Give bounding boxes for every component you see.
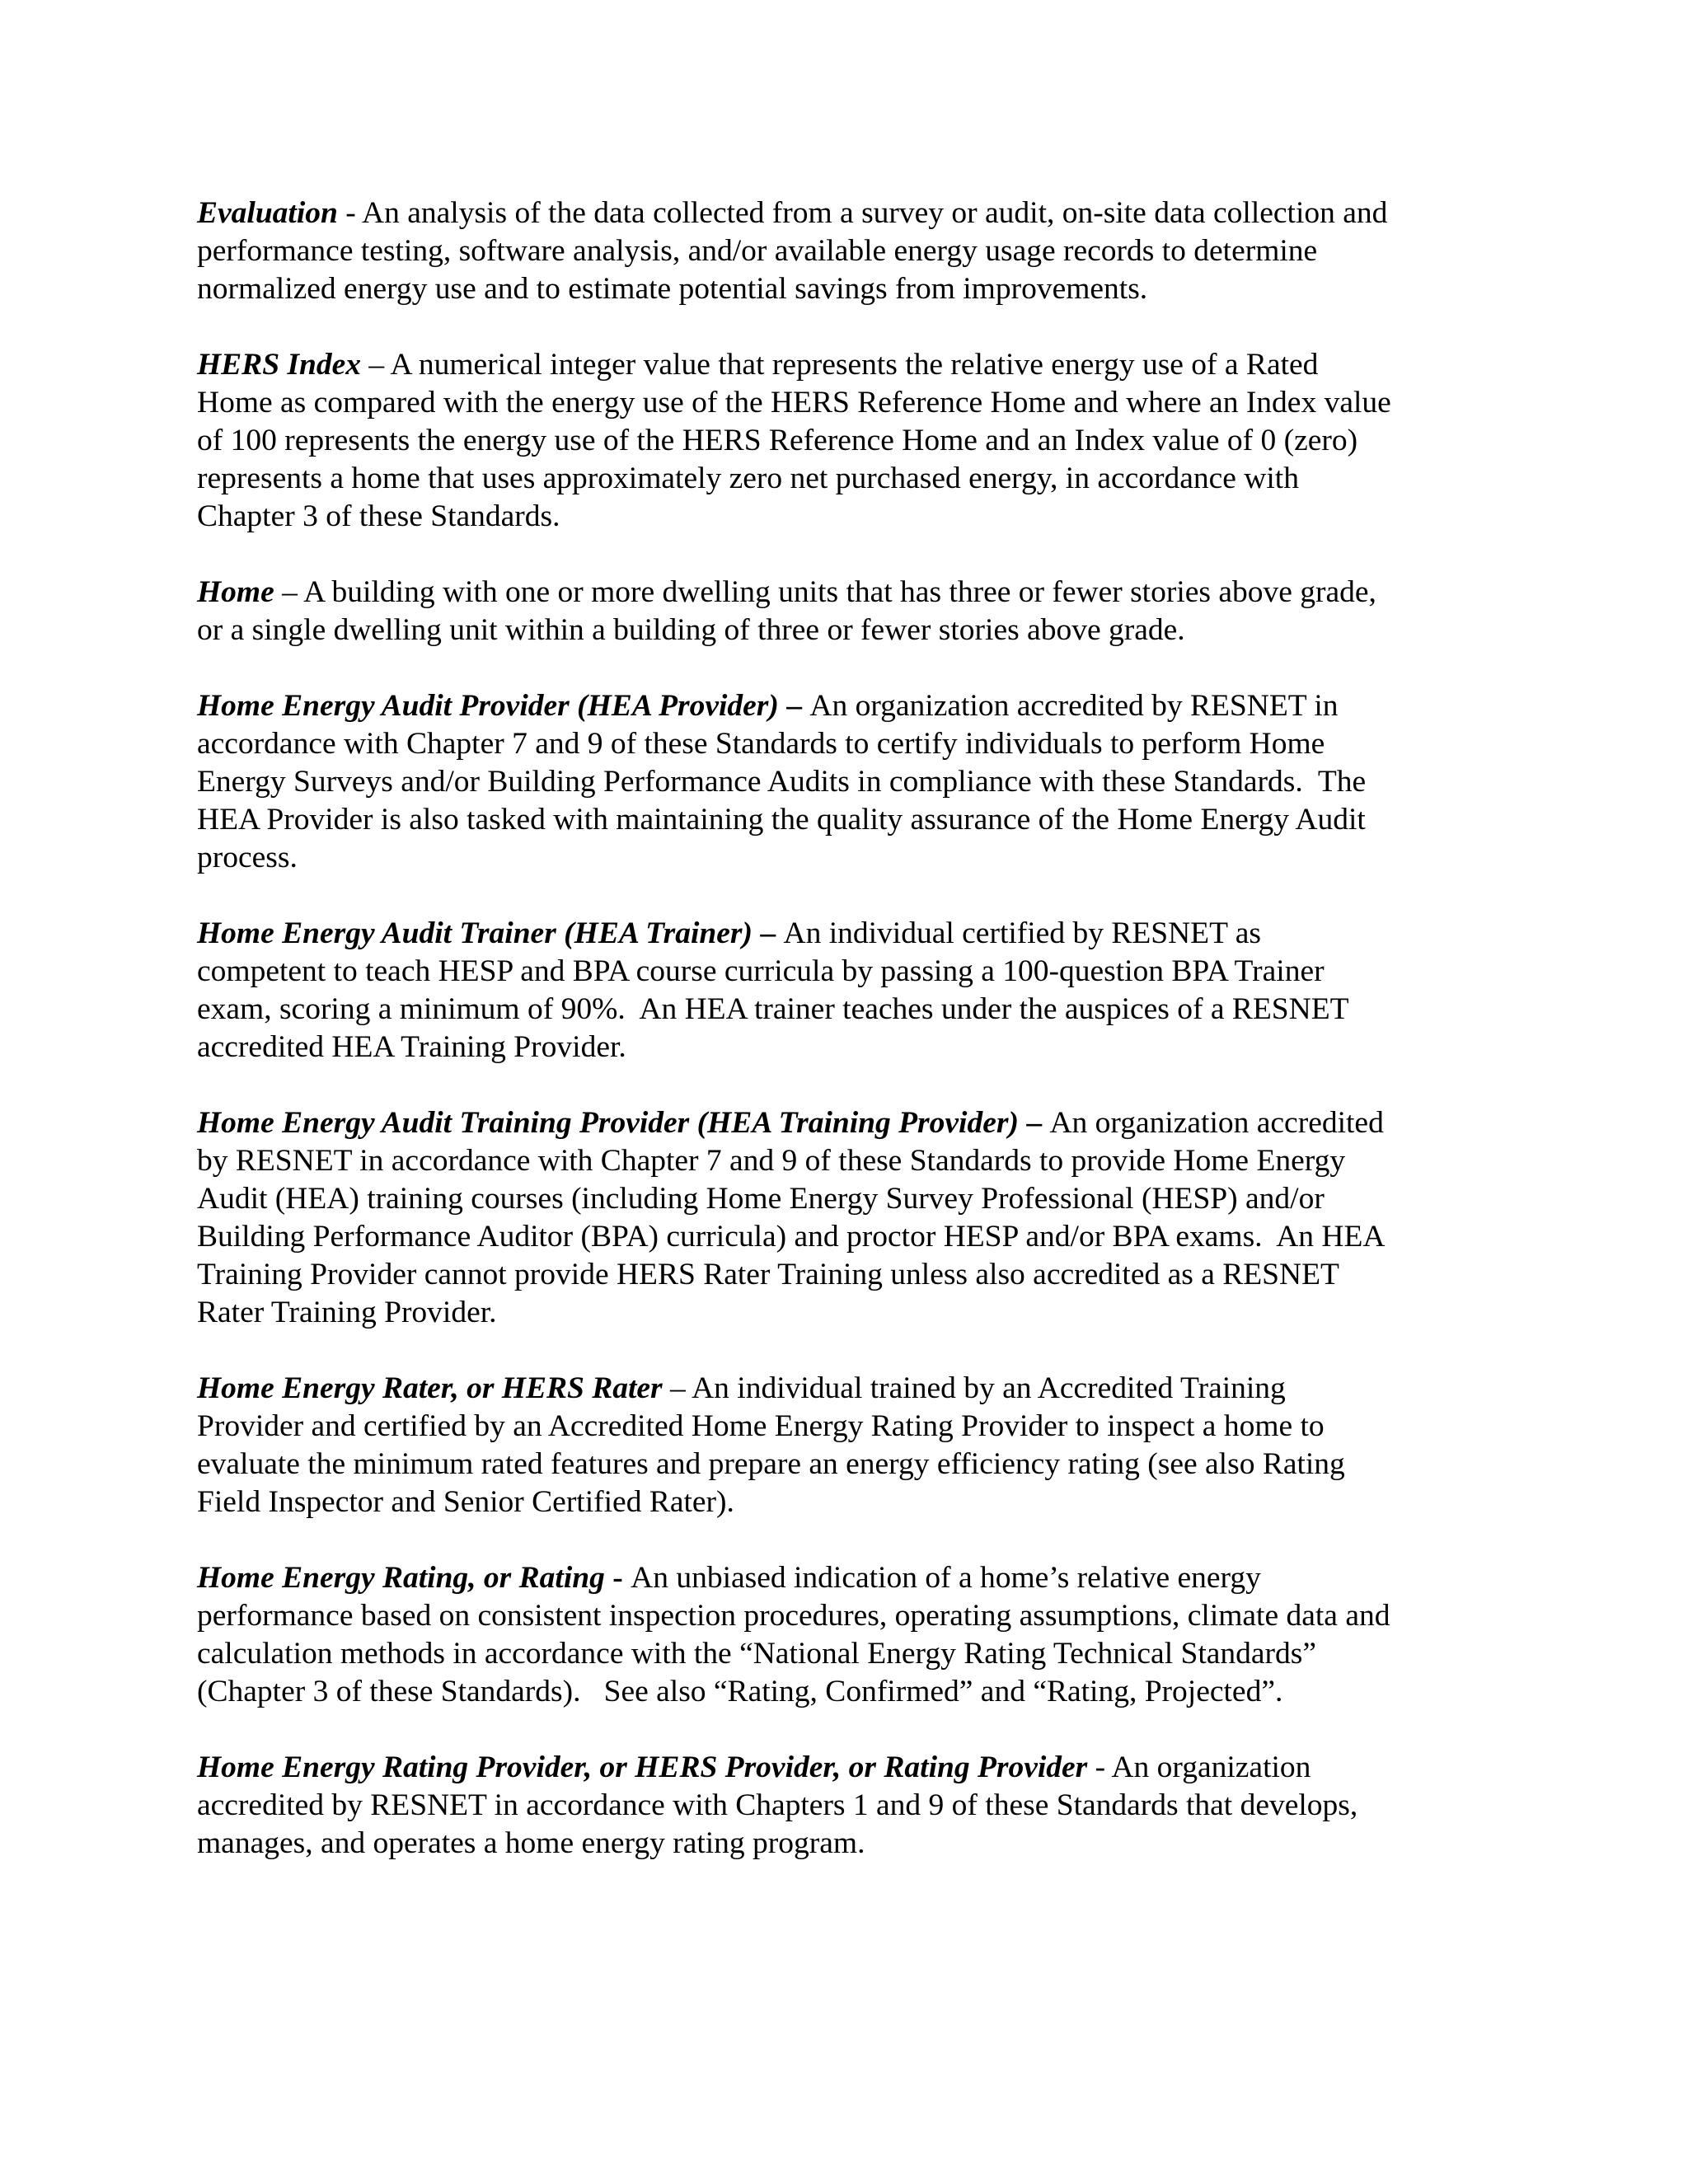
definition-term: Home Energy Audit Trainer (HEA Trainer) bbox=[197, 916, 753, 950]
definition-line bbox=[197, 839, 1549, 877]
definition-text: HEA Provider is also tasked with maintaining the quality assurance of the Home Energy Audit bbox=[197, 803, 1366, 837]
definition-line bbox=[197, 232, 1549, 270]
definition-text: Chapter 3 of these Standards. bbox=[197, 499, 560, 533]
definition-line bbox=[197, 460, 1549, 498]
definition-term: Home Energy Rater, or HERS Rater bbox=[197, 1371, 663, 1405]
definition-text: Provider and certified by an Accredited Home Energy Rating Provider to inspect a home to bbox=[197, 1409, 1325, 1443]
definition-line bbox=[197, 1294, 1549, 1332]
definition-line bbox=[197, 1446, 1549, 1483]
definition-separator: – bbox=[361, 348, 391, 382]
definition-separator: - bbox=[604, 1561, 631, 1595]
definition-text: manages, and operates a home energy rating program. bbox=[197, 1826, 865, 1860]
definition-text: performance testing, software analysis, and/or available energy usage records to determine bbox=[197, 234, 1318, 268]
definition-text: competent to teach HESP and BPA course curricula by passing a 100-question BPA Trainer bbox=[197, 954, 1325, 988]
definition-line bbox=[197, 1029, 1549, 1066]
definition-line bbox=[197, 612, 1549, 649]
definition-text: or a single dwelling unit within a building of three or fewer stories above grade. bbox=[197, 613, 1185, 647]
definition-separator: – bbox=[1018, 1106, 1050, 1140]
definition-entry bbox=[197, 574, 1549, 649]
definition-text: Energy Surveys and/or Building Performance Audits in compliance with these Standards. The bbox=[197, 765, 1367, 799]
definition-text: Rater Training Provider. bbox=[197, 1296, 497, 1329]
definition-separator: – bbox=[662, 1371, 692, 1405]
definitions-list bbox=[197, 194, 1549, 1900]
definition-text: process. bbox=[197, 841, 298, 874]
definition-line bbox=[197, 725, 1549, 763]
definition-line bbox=[197, 1825, 1549, 1863]
definition-line bbox=[197, 194, 1549, 232]
definition-term: Home Energy Audit Training Provider (HEA Training Provider) bbox=[197, 1106, 1019, 1140]
definition-entry bbox=[197, 1559, 1549, 1711]
definition-line bbox=[197, 763, 1549, 801]
definition-text: Audit (HEA) training courses (including Home Energy Survey Professional (HESP) and/or bbox=[197, 1182, 1325, 1216]
definition-line bbox=[197, 574, 1549, 612]
definition-line bbox=[197, 270, 1549, 308]
definition-line bbox=[197, 1408, 1549, 1446]
definition-line bbox=[197, 498, 1549, 536]
definition-text: A numerical integer value that represents the relative energy use of a Rated bbox=[390, 348, 1319, 382]
definition-term: Home Energy Audit Provider (HEA Provider) bbox=[197, 689, 779, 723]
definition-line bbox=[197, 1673, 1549, 1711]
definition-text: by RESNET in accordance with Chapter 7 and 9 of these Standards to provide Home Energy bbox=[197, 1144, 1346, 1178]
definition-separator: – bbox=[753, 916, 784, 950]
definition-line bbox=[197, 1256, 1549, 1294]
definition-text: performance based on consistent inspection procedures, operating assumptions, climate data and bbox=[197, 1599, 1390, 1633]
definition-text: accordance with Chapter 7 and 9 of these Standards to certify individuals to perform Home bbox=[197, 727, 1325, 761]
definition-line bbox=[197, 1104, 1549, 1142]
definition-text: Home as compared with the energy use of the HERS Reference Home and where an Index value bbox=[197, 386, 1391, 419]
definition-term: Home Energy Rating, or Rating bbox=[197, 1561, 605, 1595]
definition-text: exam, scoring a minimum of 90%. An HEA trainer teaches under the auspices of a RESNET bbox=[197, 992, 1349, 1026]
definition-text: accredited HEA Training Provider. bbox=[197, 1030, 626, 1064]
definition-text: calculation methods in accordance with the “National Energy Rating Technical Standards” bbox=[197, 1637, 1317, 1671]
definition-text: accredited by RESNET in accordance with Chapters 1 and 9 of these Standards that develops, bbox=[197, 1788, 1358, 1822]
definition-line bbox=[197, 422, 1549, 460]
definition-separator: – bbox=[778, 689, 810, 723]
definition-entry bbox=[197, 1749, 1549, 1863]
definition-line bbox=[197, 953, 1549, 991]
definition-term: Home Energy Rating Provider, or HERS Provider, or Rating Provider bbox=[197, 1750, 1088, 1784]
definition-text: An organization bbox=[1111, 1750, 1311, 1784]
definition-text: An organization accredited bbox=[1049, 1106, 1384, 1140]
definition-line bbox=[197, 1180, 1549, 1218]
definition-line bbox=[197, 915, 1549, 953]
definition-line bbox=[197, 1597, 1549, 1635]
definition-term: Home bbox=[197, 575, 274, 609]
definition-line bbox=[197, 1559, 1549, 1597]
definition-line bbox=[197, 1749, 1549, 1787]
definition-line bbox=[197, 1635, 1549, 1673]
definition-text: evaluate the minimum rated features and prepare an energy efficiency rating (see also Rating bbox=[197, 1447, 1345, 1481]
definition-entry bbox=[197, 1104, 1549, 1332]
definition-line bbox=[197, 346, 1549, 384]
definition-text: An unbiased indication of a home’s relative energy bbox=[631, 1561, 1261, 1595]
definition-line bbox=[197, 687, 1549, 725]
definition-text: Field Inspector and Senior Certified Rater). bbox=[197, 1485, 734, 1519]
definition-line bbox=[197, 384, 1549, 422]
definition-separator: - bbox=[337, 196, 363, 230]
definition-text: A building with one or more dwelling units that has three or fewer stories above grade, bbox=[303, 575, 1376, 609]
definition-entry bbox=[197, 346, 1549, 536]
definition-line bbox=[197, 801, 1549, 839]
definition-text: An organization accredited by RESNET in bbox=[809, 689, 1339, 723]
definition-line bbox=[197, 1787, 1549, 1825]
definition-text: Building Performance Auditor (BPA) curricula) and proctor HESP and/or BPA exams. An HEA bbox=[197, 1220, 1386, 1254]
definition-text: An individual trained by an Accredited Training bbox=[692, 1371, 1286, 1405]
definition-line bbox=[197, 1142, 1549, 1180]
definition-separator: – bbox=[274, 575, 304, 609]
definition-line bbox=[197, 1218, 1549, 1256]
definition-text: of 100 represents the energy use of the HERS Reference Home and an Index value of 0 (zero) bbox=[197, 424, 1358, 457]
definition-term: Evaluation bbox=[197, 196, 338, 230]
definition-term: HERS Index bbox=[197, 348, 362, 382]
definition-text: (Chapter 3 of these Standards). See also “Rating, Confirmed” and “Rating, Projected”. bbox=[197, 1675, 1283, 1708]
definition-entry bbox=[197, 915, 1549, 1066]
definition-line bbox=[197, 1370, 1549, 1408]
definition-entry bbox=[197, 687, 1549, 877]
definition-text: represents a home that uses approximately zero net purchased energy, in accordance with bbox=[197, 462, 1299, 495]
definition-text: normalized energy use and to estimate potential savings from improvements. bbox=[197, 272, 1148, 306]
definition-line bbox=[197, 1483, 1549, 1521]
definition-entry bbox=[197, 194, 1549, 308]
definition-separator: - bbox=[1087, 1750, 1112, 1784]
definition-text: An analysis of the data collected from a survey or audit, on-site data collection and bbox=[362, 196, 1388, 230]
definition-line bbox=[197, 991, 1549, 1029]
definition-text: Training Provider cannot provide HERS Rater Training unless also accredited as a RESNET bbox=[197, 1258, 1339, 1291]
definition-entry bbox=[197, 1370, 1549, 1521]
definition-text: An individual certified by RESNET as bbox=[783, 916, 1261, 950]
